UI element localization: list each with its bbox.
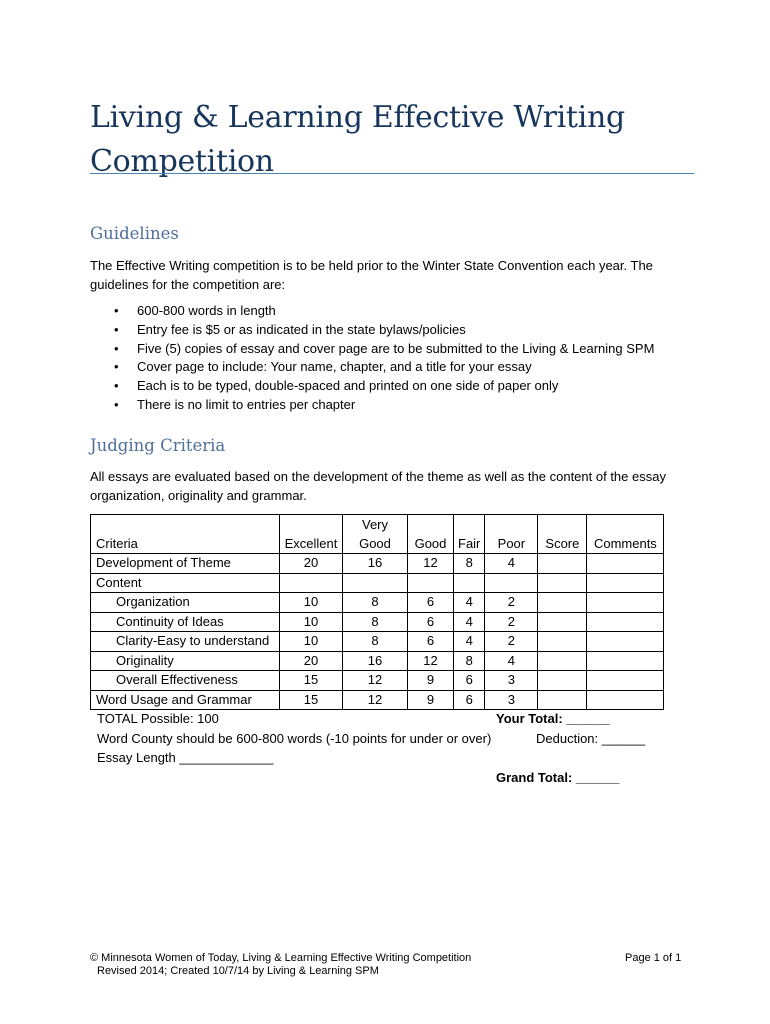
very-good-cell: 16	[343, 651, 408, 671]
guidelines-list	[90, 302, 654, 415]
title-underline	[90, 173, 694, 174]
very-good-cell: 12	[343, 671, 408, 691]
score-cell[interactable]	[538, 554, 587, 574]
guideline-item	[90, 321, 654, 340]
table-row	[91, 632, 664, 652]
table-row	[91, 612, 664, 632]
fair-cell: 4	[454, 632, 485, 652]
header-very-good	[343, 515, 408, 554]
score-cell[interactable]	[538, 690, 587, 710]
comments-cell[interactable]	[587, 593, 664, 613]
fair-cell	[454, 573, 485, 593]
guideline-text: Entry fee is $5 or as indicated in the state bylaws/policies	[137, 321, 466, 337]
judging-intro-line-1: All essays are evaluated based on the development of the theme as well as the content of the essay	[90, 469, 666, 484]
poor-cell: 4	[485, 554, 538, 574]
footer-copyright: © Minnesota Women of Today, Living & Learning Effective Writing Competition	[90, 952, 472, 964]
criteria-cell: Clarity-Easy to understand	[91, 632, 280, 652]
guideline-text: Cover page to include: Your name, chapter, and a title for your essay	[137, 359, 532, 375]
fair-cell: 8	[454, 651, 485, 671]
comments-cell[interactable]	[587, 554, 664, 574]
poor-cell	[485, 573, 538, 593]
header-comments: Comments	[587, 515, 664, 554]
poor-cell: 2	[485, 593, 538, 613]
excellent-cell: 10	[280, 612, 343, 632]
excellent-cell: 15	[280, 690, 343, 710]
your-total-field[interactable]: Your Total: ______	[496, 711, 610, 726]
judging-intro-line-2: organization, originality and grammar.	[90, 488, 307, 503]
very-good-cell: 16	[343, 554, 408, 574]
criteria-cell: Word Usage and Grammar	[91, 690, 280, 710]
guideline-text: Each is to be typed, double-spaced and printed on one side of paper only	[137, 378, 559, 394]
score-cell[interactable]	[538, 651, 587, 671]
table-row	[91, 671, 664, 691]
guideline-text: There is no limit to entries per chapter	[137, 396, 356, 412]
judging-criteria-table	[90, 514, 664, 710]
table-row	[91, 651, 664, 671]
bullet-icon: •	[114, 396, 119, 412]
excellent-cell	[280, 573, 343, 593]
table-row	[91, 690, 664, 710]
very-good-cell: 12	[343, 690, 408, 710]
good-cell	[408, 573, 454, 593]
title-line-1: Living & Learning Effective Writing	[90, 100, 625, 135]
guidelines-heading: Guidelines	[90, 224, 179, 243]
bullet-icon: •	[114, 321, 119, 337]
excellent-cell: 10	[280, 632, 343, 652]
table-row	[91, 573, 664, 593]
very-good-cell: 8	[343, 593, 408, 613]
guideline-item	[90, 340, 654, 359]
grand-total-field[interactable]: Grand Total: ______	[496, 770, 620, 785]
criteria-cell: Overall Effectiveness	[91, 671, 280, 691]
header-excellent: Excellent	[280, 515, 343, 554]
fair-cell: 6	[454, 671, 485, 691]
document-title	[90, 96, 694, 184]
good-cell: 12	[408, 554, 454, 574]
poor-cell: 2	[485, 632, 538, 652]
header-fair: Fair	[454, 515, 485, 554]
fair-cell: 6	[454, 690, 485, 710]
guideline-item	[90, 377, 654, 396]
judging-criteria-heading: Judging Criteria	[90, 436, 226, 455]
excellent-cell: 20	[280, 651, 343, 671]
header-score: Score	[538, 515, 587, 554]
footer-page-number: Page 1 of 1	[625, 952, 682, 964]
total-possible: TOTAL Possible: 100	[97, 711, 219, 726]
guidelines-intro-line-1: The Effective Writing competition is to be held prior to the Winter State Convention each year. The	[90, 258, 653, 273]
good-cell: 12	[408, 651, 454, 671]
fair-cell: 4	[454, 593, 485, 613]
very-good-cell: 8	[343, 612, 408, 632]
comments-cell[interactable]	[587, 690, 664, 710]
criteria-cell: Organization	[91, 593, 280, 613]
fair-cell: 4	[454, 612, 485, 632]
bullet-icon: •	[114, 340, 119, 356]
very-good-cell	[343, 573, 408, 593]
poor-cell: 2	[485, 612, 538, 632]
score-cell[interactable]	[538, 573, 587, 593]
excellent-cell: 15	[280, 671, 343, 691]
criteria-cell: Development of Theme	[91, 554, 280, 574]
deduction-field[interactable]: Deduction: ______	[536, 731, 646, 746]
fair-cell: 8	[454, 554, 485, 574]
poor-cell: 3	[485, 671, 538, 691]
score-cell[interactable]	[538, 612, 587, 632]
criteria-cell: Content	[91, 573, 280, 593]
poor-cell: 3	[485, 690, 538, 710]
guideline-item	[90, 358, 654, 377]
title-line-2: Competition	[90, 144, 274, 179]
guidelines-intro-line-2: guidelines for the competition are:	[90, 277, 286, 292]
header-very-good-line-2: Good	[359, 536, 391, 551]
header-good: Good	[408, 515, 454, 554]
comments-cell[interactable]	[587, 632, 664, 652]
good-cell: 6	[408, 593, 454, 613]
table-row	[91, 554, 664, 574]
guideline-item	[90, 302, 654, 321]
score-cell[interactable]	[538, 593, 587, 613]
criteria-cell: Continuity of Ideas	[91, 612, 280, 632]
poor-cell: 4	[485, 651, 538, 671]
guideline-item	[90, 396, 654, 415]
bullet-icon: •	[114, 359, 119, 375]
word-count-note: Word County should be 600-800 words (-10 points for under or over)	[97, 731, 492, 746]
comments-cell[interactable]	[587, 671, 664, 691]
excellent-cell: 20	[280, 554, 343, 574]
header-very-good-line-1: Very	[361, 517, 388, 532]
bullet-icon: •	[114, 378, 119, 394]
comments-cell[interactable]	[587, 651, 664, 671]
excellent-cell: 10	[280, 593, 343, 613]
header-criteria: Criteria	[91, 515, 280, 554]
score-cell[interactable]	[538, 632, 587, 652]
footer-revision: Revised 2014; Created 10/7/14 by Living & Learning SPM	[97, 965, 379, 977]
guideline-text: 600-800 words in length	[137, 303, 276, 318]
good-cell: 6	[408, 632, 454, 652]
good-cell: 6	[408, 612, 454, 632]
criteria-cell: Originality	[91, 651, 280, 671]
guidelines-intro	[90, 256, 670, 294]
table-row	[91, 593, 664, 613]
judging-intro	[90, 467, 670, 505]
good-cell: 9	[408, 671, 454, 691]
good-cell: 9	[408, 690, 454, 710]
table-header-row	[91, 515, 664, 554]
comments-cell[interactable]	[587, 573, 664, 593]
header-poor: Poor	[485, 515, 538, 554]
score-cell[interactable]	[538, 671, 587, 691]
essay-length-field[interactable]: Essay Length _____________	[97, 750, 274, 765]
guideline-text: Five (5) copies of essay and cover page are to be submitted to the Living & Learning SPM	[137, 340, 655, 356]
comments-cell[interactable]	[587, 612, 664, 632]
bullet-icon: •	[114, 303, 119, 318]
very-good-cell: 8	[343, 632, 408, 652]
